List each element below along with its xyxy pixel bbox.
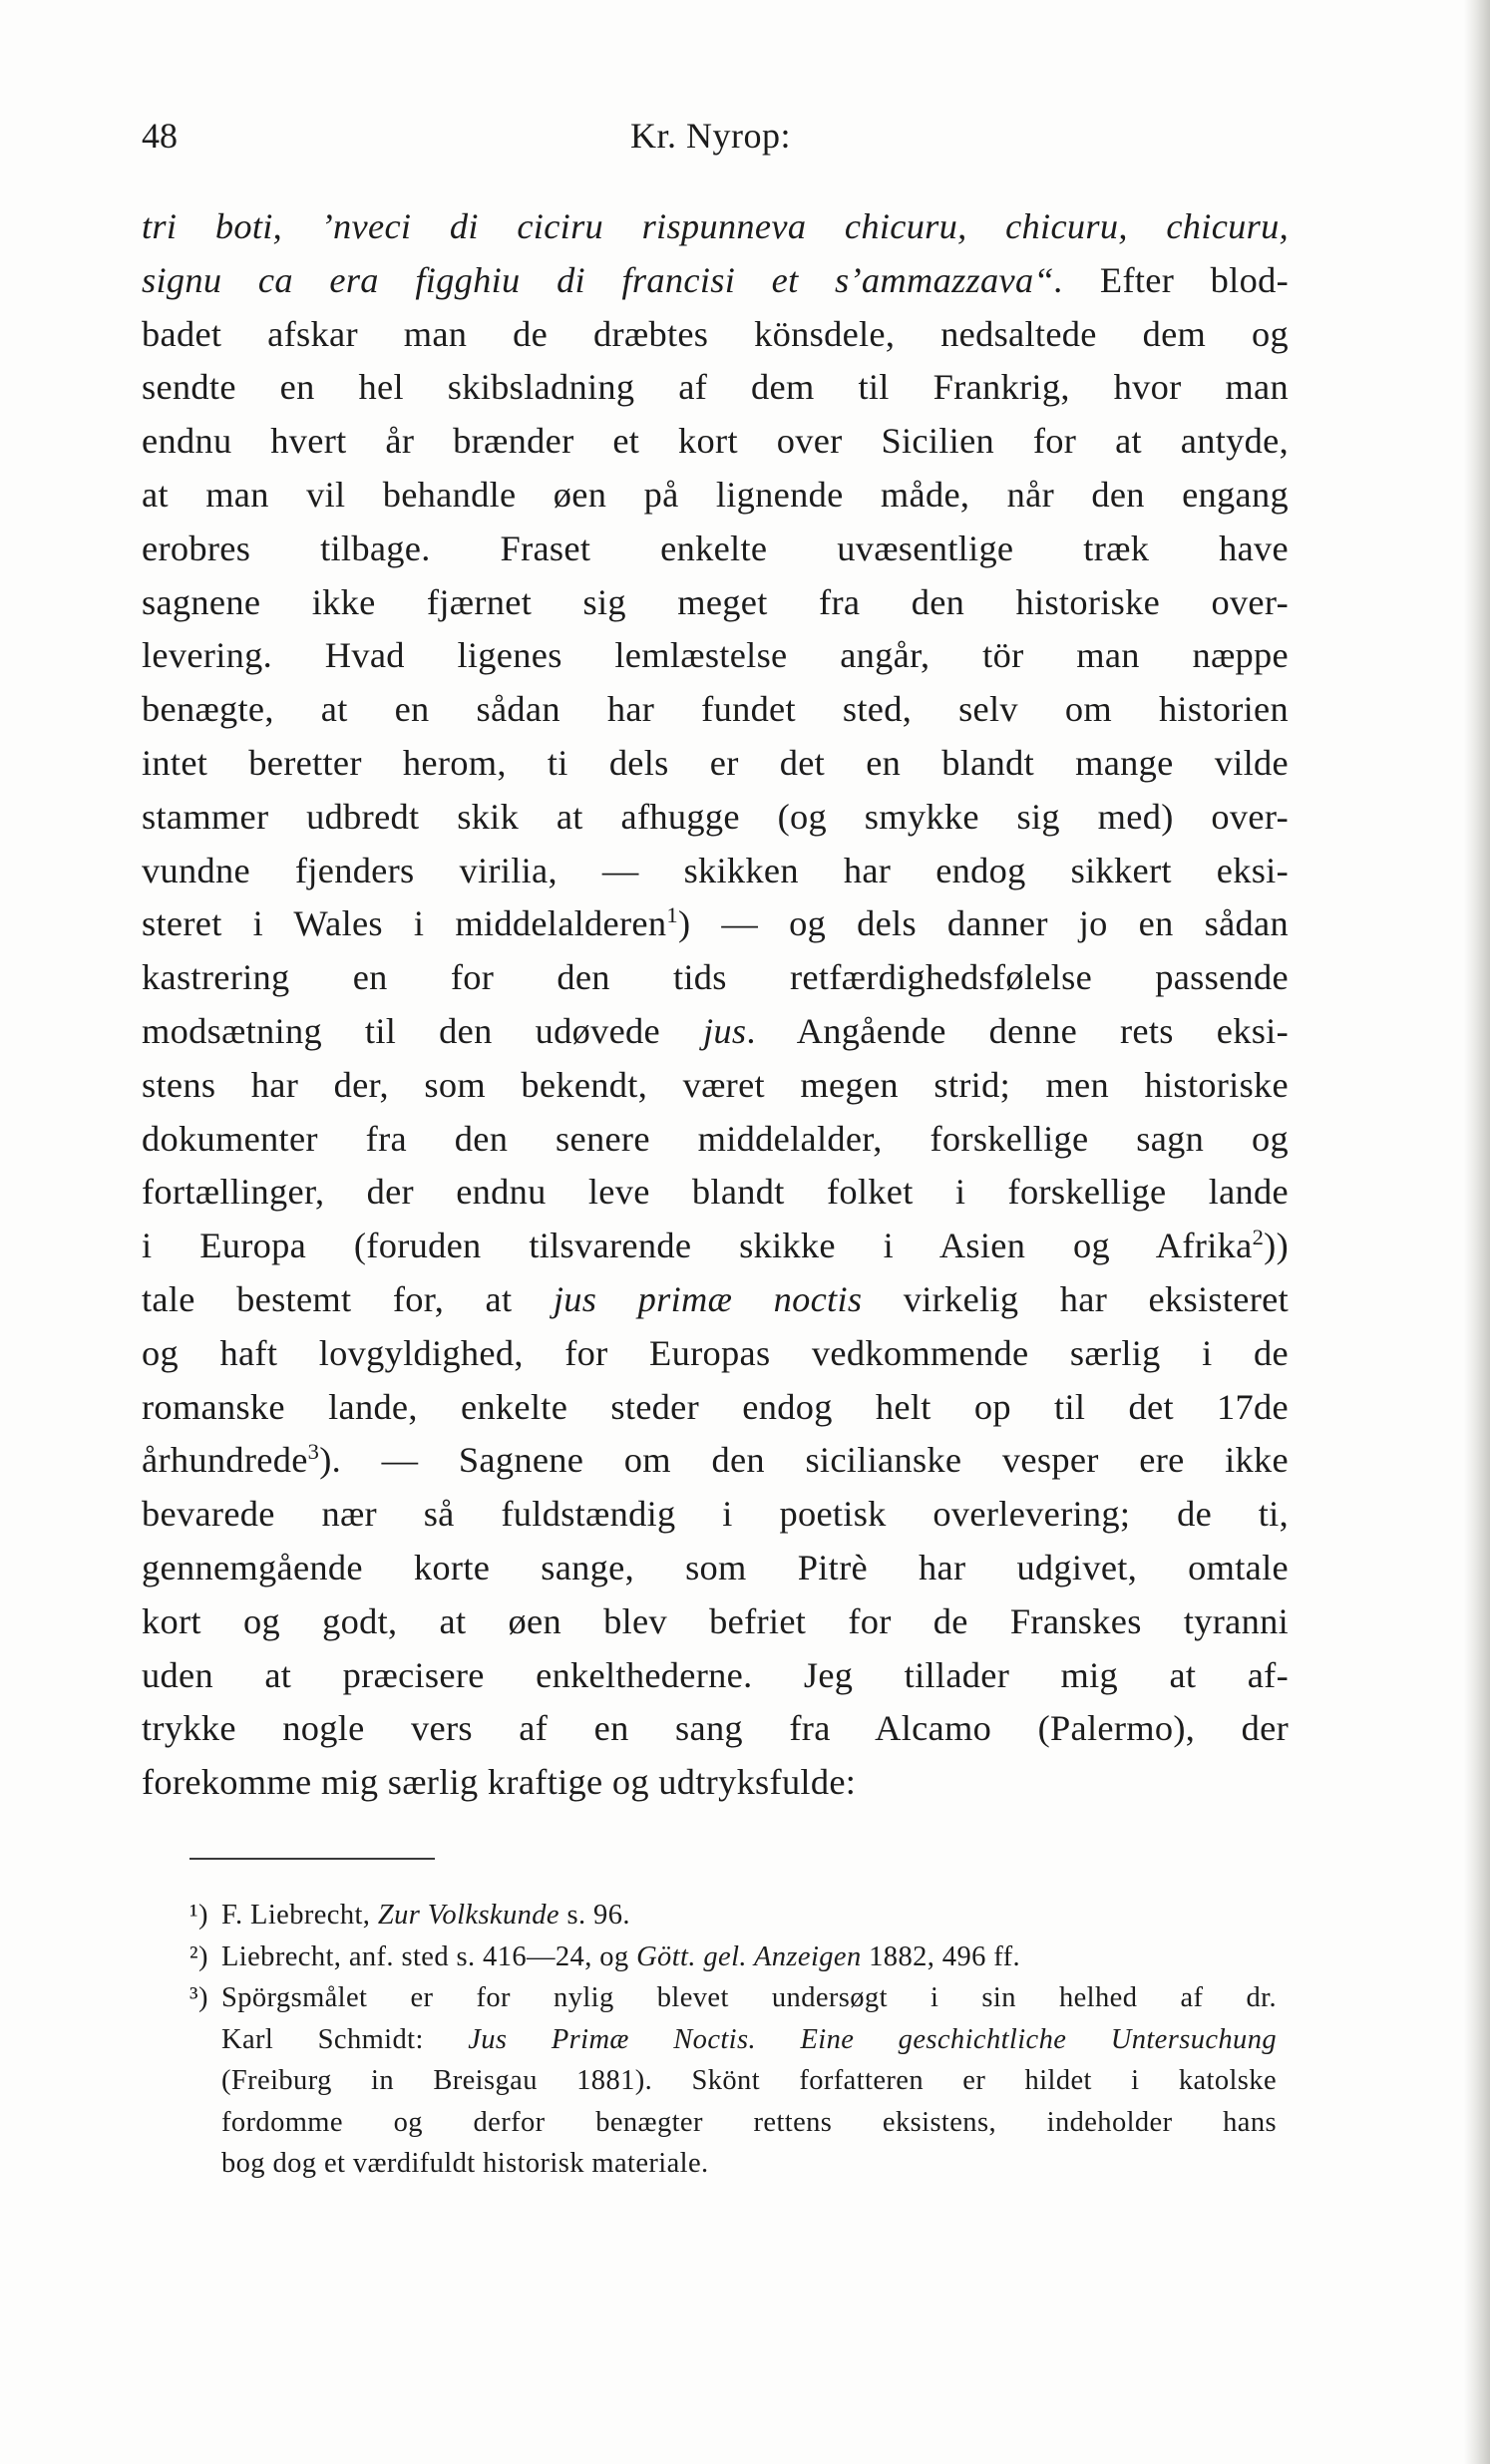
footnote-line (189, 1977, 1277, 2019)
page-header (142, 112, 1289, 160)
text-line (142, 415, 1289, 469)
text-run: kastrering en for den tids retfærdighedsfølelse passende (142, 957, 1289, 998)
footnote-rule (189, 1858, 435, 1860)
text-run: fortællinger, der endnu leve blandt folket i forskellige lande (142, 1172, 1289, 1213)
text-line (142, 1220, 1289, 1273)
text-run: tale bestemt for, at (142, 1278, 554, 1319)
text-run: benægte, at en sådan har fundet sted, selv om historien (142, 689, 1289, 730)
text-run: romanske lande, enkelte steder endog helt op til det 17de (142, 1386, 1289, 1427)
footnote-marker: ³) (189, 1982, 208, 2013)
text-run: i Europa (foruden tilsvarende skikke i Asien og Afrika (142, 1226, 1253, 1266)
text-run: dokumenter fra den senere middelalder, forskellige sagn og (142, 1118, 1289, 1159)
main-text (142, 200, 1289, 1810)
italic-text: jus primæ noctis (553, 1278, 863, 1319)
text-line (142, 1273, 1289, 1327)
text-line (142, 361, 1289, 415)
footnote-line (189, 2102, 1277, 2144)
text-run: uden at præcisere enkelthederne. Jeg tillader mig at af- (142, 1654, 1289, 1695)
text-run: intet beretter herom, ti dels er det en blandt mange vilde (142, 742, 1289, 783)
text-line (142, 523, 1289, 576)
text-run: trykke nogle vers af en sang fra Alcamo (Palermo), der (142, 1708, 1289, 1749)
text-run: levering. Hvad ligenes lemlæstelse angår, tör man næppe (142, 635, 1289, 676)
italic-text: tri boti, ’nveci di ciciru rispunneva chicuru, chicuru, chicuru, (142, 206, 1289, 246)
text-run: ). — Sagnene om den sicilianske vesper ere ikke (319, 1440, 1289, 1481)
text-line (142, 308, 1289, 362)
text-line (142, 683, 1289, 737)
text-run: 1882, 496 ff. (861, 1940, 1021, 1972)
italic-text: jus (702, 1010, 747, 1051)
footnote-line (189, 2060, 1277, 2102)
footnote-line (189, 1936, 1277, 1978)
text-line (142, 897, 1289, 951)
text-run: endnu hvert år brænder et kort over Sicilien for at antyde, (142, 421, 1289, 462)
text-run: århundrede (142, 1440, 308, 1481)
text-run: at man vil behandle øen på lignende måde, når den engang (142, 474, 1289, 515)
text-line (142, 791, 1289, 845)
text-run: )) (1264, 1226, 1289, 1266)
text-line (142, 845, 1289, 898)
text-line (142, 1059, 1289, 1113)
text-run: stens har der, som bekendt, været megen strid; men historiske (142, 1064, 1289, 1105)
text-run: gennemgående korte sange, som Pitrè har udgivet, omtale (142, 1547, 1289, 1587)
text-run: steret i Wales i middelalderen (142, 903, 667, 944)
text-run: bevarede nær så fuldstændig i poetisk overlevering; de ti, (142, 1494, 1289, 1535)
page-number: 48 (142, 116, 178, 156)
text-line (142, 1166, 1289, 1220)
text-run: virkelig har eksisteret (862, 1278, 1289, 1319)
text-line (142, 1488, 1289, 1542)
text-run: modsætning til den udøvede (142, 1010, 703, 1051)
text-run: vundne fjenders virilia, — skikken har endog sikkert eksi- (142, 850, 1289, 890)
text-line (142, 951, 1289, 1005)
text-line (142, 1381, 1289, 1435)
text-line (142, 576, 1289, 630)
text-line (142, 469, 1289, 523)
text-line (142, 1649, 1289, 1703)
text-run: F. Liebrecht, (221, 1900, 378, 1931)
text-run: bog dog et værdifuldt historisk materiale. (221, 2148, 709, 2179)
text-run: Spörgsmålet er for nylig blevet undersøgt i sin helhed af dr. (221, 1982, 1277, 2013)
running-head: Kr. Nyrop: (630, 116, 791, 156)
text-run: Efter blod- (1063, 259, 1289, 300)
text-line (142, 1005, 1289, 1059)
footnote-line (189, 1895, 1277, 1936)
footnote-reference: 1 (666, 902, 678, 928)
footnote-line (189, 2019, 1277, 2061)
text-run: ) — og dels danner jo en sådan (677, 903, 1289, 944)
text-run: sendte en hel skibsladning af dem til Frankrig, hvor man (142, 367, 1289, 408)
text-line (142, 1113, 1289, 1167)
text-line (142, 1434, 1289, 1488)
text-line (142, 200, 1289, 254)
text-line (142, 1702, 1289, 1756)
text-line (142, 1595, 1289, 1649)
footnote-line (189, 2143, 1277, 2185)
footnote-marker: ¹) (189, 1900, 208, 1931)
text-run: stammer udbredt skik at afhugge (og smykke sig med) over- (142, 796, 1289, 837)
text-run: forekomme mig særlig kraftige og udtryksfulde: (142, 1762, 857, 1803)
page-edge-shadow (1464, 0, 1490, 2464)
text-run: erobres tilbage. Fraset enkelte uvæsentlige træk have (142, 528, 1289, 568)
text-run: Karl Schmidt: (221, 2023, 469, 2055)
text-line (142, 1756, 1289, 1810)
footnotes (189, 1895, 1277, 2185)
text-line (142, 737, 1289, 791)
footnote-reference: 3 (307, 1439, 320, 1465)
text-line (142, 1327, 1289, 1381)
text-run: (Freiburg in Breisgau 1881). Skönt forfatteren er hildet i katolske (221, 2065, 1277, 2096)
text-run: s. 96. (559, 1900, 630, 1931)
text-run: kort og godt, at øen blev befriet for de Franskes tyranni (142, 1600, 1289, 1641)
italic-text: signu ca era figghiu di francisi et s’ammazzava“. (142, 259, 1064, 300)
text-run: . Angående denne rets eksi- (746, 1010, 1289, 1051)
text-line (142, 1542, 1289, 1595)
footnote-reference: 2 (1252, 1225, 1265, 1250)
text-run: sagnene ikke fjærnet sig meget fra den historiske over- (142, 581, 1289, 622)
footnote-marker: ²) (189, 1940, 208, 1972)
text-run: og haft lovgyldighed, for Europas vedkommende særlig i de (142, 1332, 1289, 1373)
text-line (142, 629, 1289, 683)
text-run: badet afskar man de dræbtes könsdele, nedsaltede dem og (142, 313, 1289, 354)
italic-text: Gött. gel. Anzeigen (636, 1940, 862, 1972)
text-run: Liebrecht, anf. sted s. 416—24, og (221, 1940, 637, 1972)
text-run: fordomme og derfor benægter rettens eksistens, indeholder hans (221, 2106, 1277, 2138)
italic-text: Zur Volkskunde (377, 1900, 559, 1931)
italic-text: Jus Primæ Noctis. Eine geschichtliche Untersuchung (468, 2023, 1278, 2055)
text-line (142, 254, 1289, 308)
